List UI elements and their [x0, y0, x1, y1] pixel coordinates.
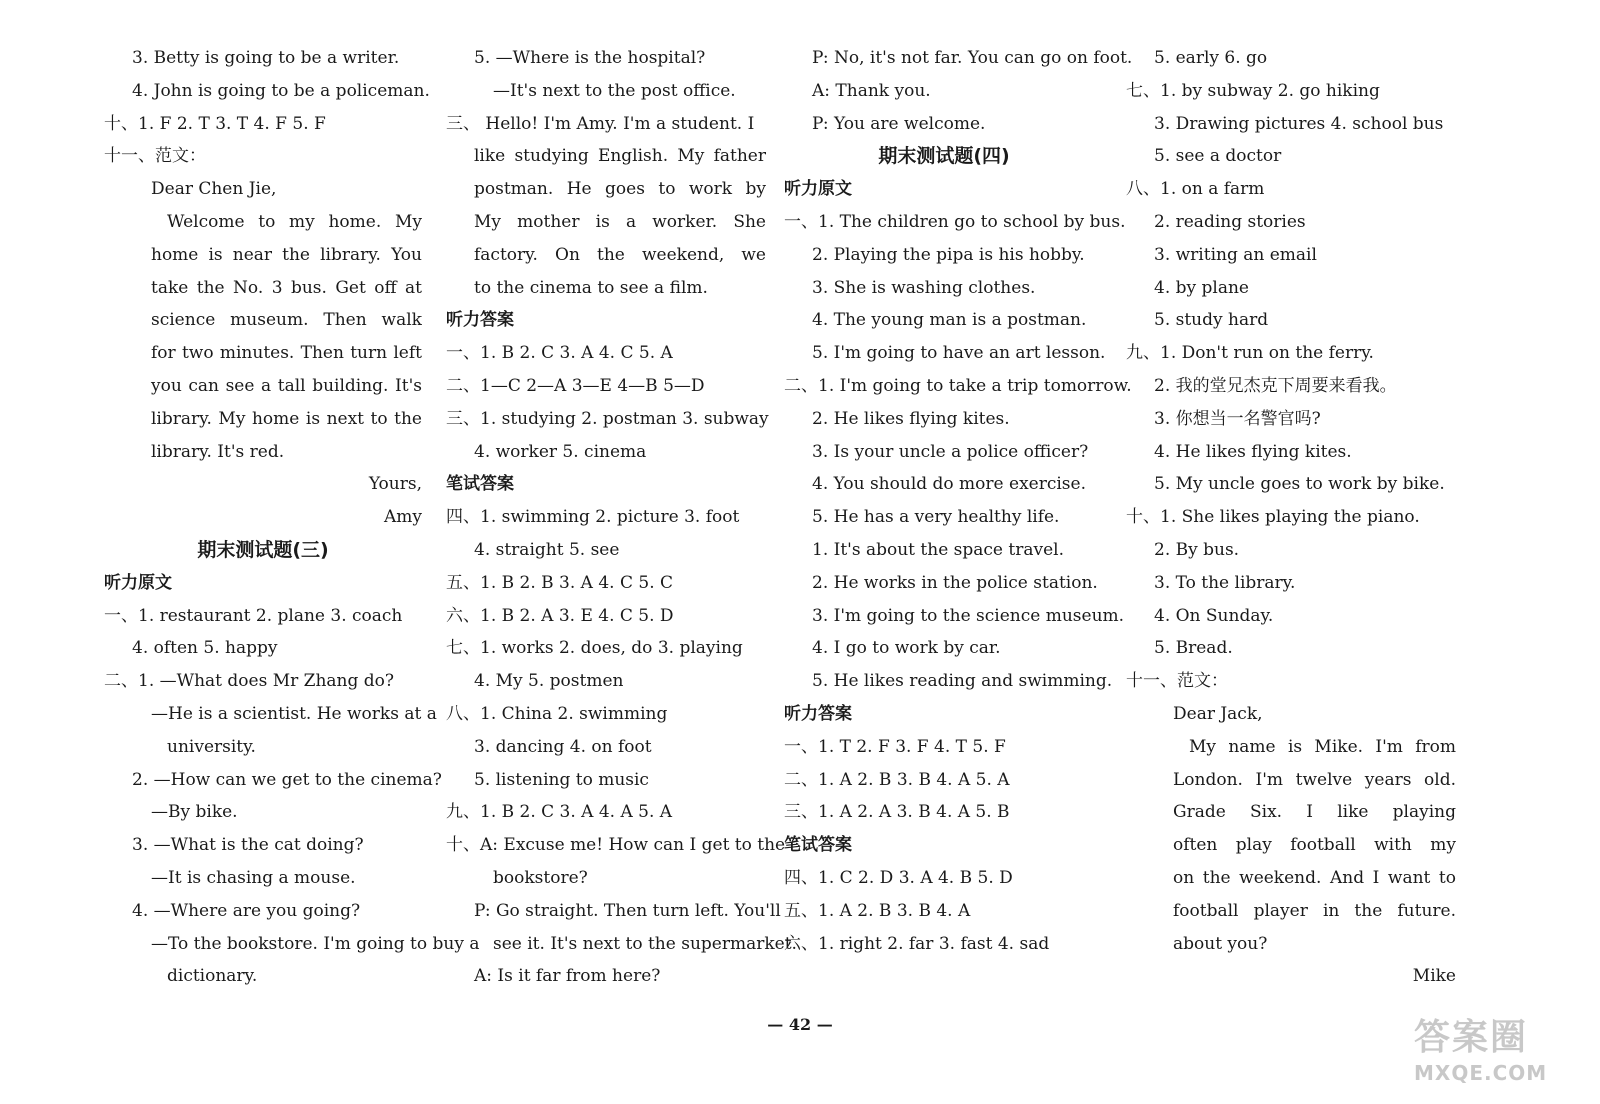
text-line: 5. —Where is the hospital?	[474, 48, 706, 68]
text-line: 3. She is washing clothes.	[812, 277, 1036, 298]
text-line: 3. I'm going to the science museum.	[812, 605, 1125, 626]
text-line: 二、1. A 2. B 3. B 4. A 5. A	[784, 769, 1010, 790]
text-line: P: No, it's not far. You can go on foot.	[812, 48, 1133, 68]
text-line: 5. He has a very healthy life.	[812, 507, 1060, 528]
text-line: London. I'm twelve years old.	[1173, 769, 1456, 790]
section-label: 听力答案	[784, 703, 852, 724]
text-line: My name is Mike. I'm from	[1189, 736, 1456, 757]
text-line: —He is a scientist. He works at a	[151, 703, 437, 724]
text-line: 3. 你想当一名警官吗?	[1154, 408, 1321, 429]
text-line: 2. reading stories	[1154, 211, 1306, 232]
text-line: like studying English. My father	[474, 146, 766, 167]
text-line: 2. 我的堂兄杰克下周要来看我。	[1154, 375, 1397, 396]
text-line: you can see a tall building. It's	[151, 375, 422, 396]
text-line: 2. He likes flying kites.	[812, 408, 1010, 429]
text-line: Dear Chen Jie,	[151, 179, 277, 200]
text-line: take the No. 3 bus. Get off at	[151, 277, 422, 298]
text-line: 4. On Sunday.	[1154, 605, 1274, 626]
section-heading: 期末测试题(三)	[197, 538, 329, 561]
text-line: bookstore?	[493, 867, 588, 888]
section-heading: 期末测试题(四)	[878, 145, 1010, 168]
text-line: Dear Jack,	[1173, 703, 1263, 724]
text-line: 4. John is going to be a policeman.	[132, 80, 430, 101]
text-line: 十、1. She likes playing the piano.	[1126, 507, 1420, 528]
text-line: 一、1. B 2. C 3. A 4. C 5. A	[446, 343, 673, 364]
text-line: 3. Drawing pictures 4. school bus	[1154, 113, 1444, 134]
text-line: 3. —What is the cat doing?	[132, 835, 364, 856]
text-line: postman. He goes to work by	[474, 179, 766, 200]
text-line: 六、1. right 2. far 3. fast 4. sad	[784, 933, 1050, 954]
section-label: 听力原文	[104, 572, 172, 593]
watermark-site: MXQE.COM	[1414, 1061, 1548, 1085]
text-line: library. It's red.	[151, 441, 285, 462]
text-line: 2. He works in the police station.	[812, 572, 1098, 593]
text-line: Welcome to my home. My	[167, 211, 422, 232]
text-line: 5. I'm going to have an art lesson.	[812, 343, 1106, 364]
text-line: 二、1—C 2—A 3—E 4—B 5—D	[446, 375, 705, 396]
text-line: My mother is a worker. She	[474, 211, 766, 232]
text-line: 十、1. F 2. T 3. T 4. F 5. F	[104, 113, 326, 134]
text-line: 5. Bread.	[1154, 638, 1233, 659]
text-line: 一、1. restaurant 2. plane 3. coach	[104, 605, 403, 626]
text-line: library. My home is next to the	[151, 408, 422, 429]
text-line: 四、1. swimming 2. picture 3. foot	[446, 507, 740, 528]
text-line: 2. —How can we get to the cinema?	[132, 769, 442, 790]
section-label: 听力答案	[446, 310, 514, 331]
text-line: 三、 Hello! I'm Amy. I'm a student. I	[446, 113, 755, 134]
section-label: 听力原文	[784, 179, 852, 200]
text-line: 4. I go to work by car.	[812, 638, 1001, 659]
text-line: university.	[167, 736, 256, 757]
section-label: 笔试答案	[446, 474, 514, 495]
text-line: 二、1. —What does Mr Zhang do?	[104, 671, 395, 692]
text-line: Grade Six. I like playing	[1173, 802, 1456, 823]
text-line: 3. writing an email	[1154, 244, 1317, 265]
text-line: about you?	[1173, 933, 1268, 954]
text-line: 4. —Where are you going?	[132, 900, 361, 921]
text-line: A: Is it far from here?	[474, 966, 661, 987]
text-line: 十一、范文：	[104, 146, 206, 167]
text-line: 十一、范文：	[1126, 671, 1228, 692]
text-line: 1. It's about the space travel.	[812, 539, 1064, 560]
text-line: 4. He likes flying kites.	[1154, 441, 1352, 462]
text-line: —By bike.	[151, 802, 238, 823]
text-line: see it. It's next to the supermarket.	[493, 933, 797, 954]
text-line: football player in the future.	[1173, 900, 1456, 921]
text-line: dictionary.	[167, 966, 258, 987]
text-line: 一、1. The children go to school by bus.	[784, 211, 1126, 232]
text-line: often play football with my	[1173, 835, 1456, 856]
text-line: Amy	[383, 507, 422, 528]
text-line: 二、1. I'm going to take a trip tomorrow.	[784, 375, 1132, 396]
text-line: 5. see a doctor	[1154, 146, 1282, 167]
text-line: 4. straight 5. see	[474, 539, 620, 560]
text-line: A: Thank you.	[812, 80, 931, 101]
text-line: P: You are welcome.	[812, 113, 986, 134]
text-line: Yours,	[368, 474, 422, 495]
page-number: — 42 —	[767, 1015, 833, 1034]
text-line: 十、A: Excuse me! How can I get to the	[446, 835, 786, 856]
text-line: —It's next to the post office.	[493, 80, 736, 101]
text-line: 5. He likes reading and swimming.	[812, 671, 1113, 692]
text-line: 五、1. B 2. B 3. A 4. C 5. C	[446, 572, 674, 593]
text-line: on the weekend. And I want to	[1173, 867, 1456, 888]
text-line: 四、1. C 2. D 3. A 4. B 5. D	[784, 867, 1013, 888]
text-line: 5. My uncle goes to work by bike.	[1154, 474, 1445, 495]
text-line: to the cinema to see a film.	[474, 277, 708, 298]
text-line: 4. The young man is a postman.	[812, 310, 1087, 331]
text-line: 三、1. studying 2. postman 3. subway	[446, 408, 769, 429]
text-line: home is near the library. You	[151, 244, 422, 265]
text-line: 一、1. T 2. F 3. F 4. T 5. F	[784, 736, 1006, 757]
text-line: 三、1. A 2. A 3. B 4. A 5. B	[784, 802, 1010, 823]
text-line: 4. worker 5. cinema	[474, 441, 647, 462]
text-line: for two minutes. Then turn left	[151, 343, 422, 364]
watermark-logo	[1414, 1016, 1564, 1092]
text-line: 3. Betty is going to be a writer.	[132, 48, 400, 68]
text-line: 4. by plane	[1154, 277, 1249, 298]
watermark-title: 答案圈	[1414, 1017, 1529, 1058]
text-line: 2. Playing the pipa is his hobby.	[812, 244, 1085, 265]
text-line: factory. On the weekend, we	[474, 244, 766, 265]
text-line: —To the bookstore. I'm going to buy a	[151, 933, 480, 954]
text-line: 5. study hard	[1154, 310, 1269, 331]
text-line: 八、1. on a farm	[1126, 179, 1265, 200]
column-4	[1126, 42, 1456, 993]
column-2	[446, 42, 797, 993]
text-line: science museum. Then walk	[151, 310, 422, 331]
text-line: 3. dancing 4. on foot	[474, 736, 652, 757]
text-line: 五、1. A 2. B 3. B 4. A	[784, 900, 971, 921]
text-line: Mike	[1412, 966, 1456, 987]
column-3	[784, 42, 1133, 960]
text-line: 九、1. Don't run on the ferry.	[1126, 343, 1374, 364]
text-line: 七、1. by subway 2. go hiking	[1126, 80, 1380, 101]
text-line: 2. By bus.	[1154, 539, 1240, 560]
text-line: 七、1. works 2. does, do 3. playing	[446, 638, 743, 659]
text-line: —It is chasing a mouse.	[151, 867, 356, 888]
text-line: 3. Is your uncle a police officer?	[812, 441, 1089, 462]
text-line: P: Go straight. Then turn left. You'll	[474, 900, 781, 921]
text-line: 3. To the library.	[1154, 572, 1296, 593]
text-line: 4. You should do more exercise.	[812, 474, 1086, 495]
section-label: 笔试答案	[784, 835, 852, 856]
text-line: 4. often 5. happy	[132, 638, 278, 659]
text-line: 5. early 6. go	[1154, 48, 1268, 68]
text-line: 六、1. B 2. A 3. E 4. C 5. D	[446, 605, 674, 626]
text-line: 4. My 5. postmen	[474, 671, 624, 692]
text-line: 八、1. China 2. swimming	[446, 703, 668, 724]
text-line: 九、1. B 2. C 3. A 4. A 5. A	[446, 802, 673, 823]
text-line: 5. listening to music	[474, 769, 649, 790]
